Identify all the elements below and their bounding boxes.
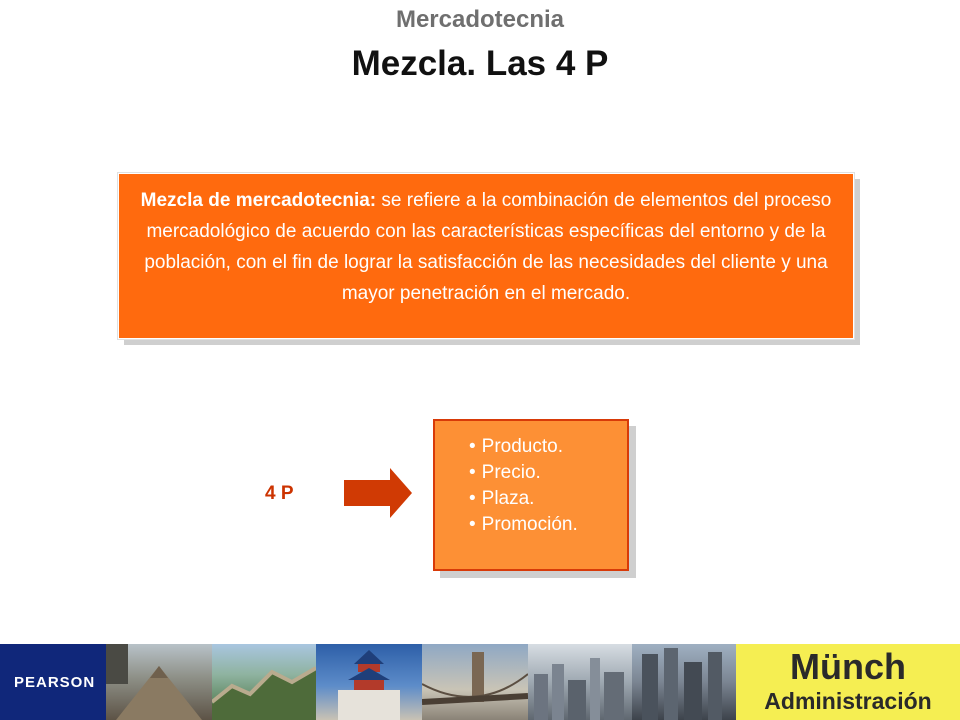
- four-p-item-producto: • Producto.: [469, 434, 627, 460]
- photo-temple-of-heaven: [316, 644, 422, 720]
- photo-skyscrapers: [632, 644, 736, 720]
- slide-title: Mezcla. Las 4 P: [351, 44, 609, 83]
- pearson-logo-text: PEARSON: [14, 674, 96, 691]
- definition-body: se refiere a la combinación de elementos del proceso mercadológico de acuerdo con las características específicas del entorno y de la población, con el fin de lograr la satisfacción de las necesidades del cliente y una mayor penetración en el mercado.: [144, 190, 832, 304]
- pearson-logo: [0, 644, 106, 720]
- definition-text: [130, 185, 842, 309]
- four-p-item-precio: • Precio.: [469, 460, 627, 486]
- footer-banner: [0, 644, 960, 720]
- photo-brooklyn-bridge: [422, 644, 528, 720]
- administracion-logo-text: Administración: [764, 688, 932, 714]
- four-p-label: 4 P: [265, 483, 294, 504]
- four-p-item-plaza: • Plaza.: [469, 486, 627, 512]
- photo-mayan-pyramid: [106, 644, 212, 720]
- photo-great-wall: [212, 644, 316, 720]
- munch-logo-text: Münch: [790, 646, 906, 687]
- four-p-list-box: [433, 419, 629, 571]
- photo-city-skyline: [528, 644, 632, 720]
- right-arrow-icon: [344, 468, 414, 518]
- munch-administracion-logo: [736, 644, 960, 720]
- definition-term: Mezcla de mercadotecnia:: [140, 190, 377, 211]
- four-p-list: [435, 421, 627, 538]
- four-p-item-promocion: • Promoción.: [469, 512, 627, 538]
- slide-subtitle: Mercadotecnia: [395, 6, 565, 33]
